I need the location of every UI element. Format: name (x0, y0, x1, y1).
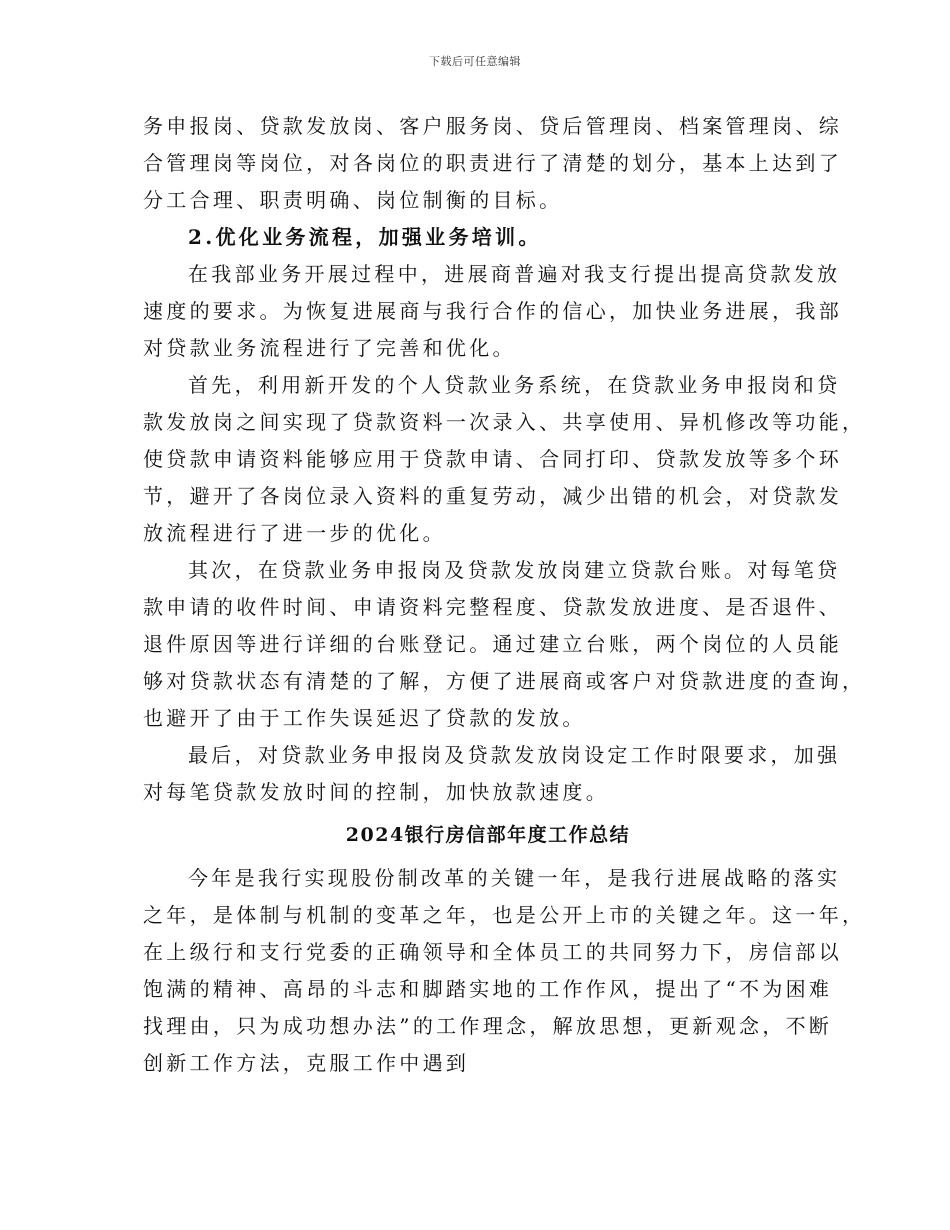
paragraph-line: 分工合理、职责明确、岗位制衡的目标。 (143, 188, 563, 212)
paragraph-line: 也避开了由于工作失误延迟了贷款的发放。 (143, 706, 586, 730)
paragraph-line: 款申请的收件时间、申请资料完整程度、贷款发放进度、是否退件、 (143, 595, 842, 619)
paragraph-line: 务申报岗、贷款发放岗、客户服务岗、贷后管理岗、档案管理岗、综 (143, 114, 842, 138)
paragraph-line: 退件原因等进行详细的台账登记。通过建立台账，两个岗位的人员能 (143, 632, 842, 656)
paragraph-line: 找理由，只为成功想办法”的工作理念，解放思想，更新观念，不断 (143, 1014, 833, 1038)
paragraph-line: 之年，是体制与机制的变革之年，也是公开上市的关键之年。这一年， (143, 903, 866, 927)
article-title: 2024银行房信部年度工作总结 (345, 824, 631, 846)
paragraph-line: 创新工作方法，克服工作中遇到 (143, 1051, 470, 1075)
paragraph-line: 放流程进行了进一步的优化。 (143, 521, 446, 545)
document-body (143, 108, 866, 1082)
paragraph-line: 使贷款申请资料能够应用于贷款申请、合同打印、贷款发放等多个环 (143, 447, 842, 471)
paragraph-line: 节，避开了各岗位录入资料的重复劳动，减少出错的机会，对贷款发 (143, 484, 842, 508)
paragraph-line: 在我部业务开展过程中，进展商普遍对我支行提出提高贷款发放 (188, 262, 841, 286)
paragraph-line: 款发放岗之间实现了贷款资料一次录入、共享使用、异机修改等功能， (143, 410, 866, 434)
section-heading: 2.优化业务流程，加强业务培训。 (188, 225, 542, 249)
paragraph-line: 其次，在贷款业务申报岗及贷款发放岗建立贷款台账。对每笔贷 (188, 558, 841, 582)
paragraph-line: 速度的要求。为恢复进展商与我行合作的信心，加快业务进展，我部 (143, 299, 842, 323)
paragraph-line: 最后，对贷款业务申报岗及贷款发放岗设定工作时限要求，加强 (188, 743, 841, 767)
paragraph-line: 对贷款业务流程进行了完善和优化。 (143, 336, 516, 360)
paragraph-line: 在上级行和支行党委的正确领导和全体员工的共同努力下，房信部以 (143, 940, 842, 964)
paragraph-line: 对每笔贷款发放时间的控制，加快放款速度。 (143, 780, 609, 804)
page-header-note: 下载后可任意编辑 (429, 55, 521, 68)
paragraph-line: 首先，利用新开发的个人贷款业务系统，在贷款业务申报岗和贷 (188, 373, 841, 397)
paragraph-line: 饱满的精神、高昂的斗志和脚踏实地的工作作风，提出了“不为困难 (143, 977, 833, 1001)
paragraph-line: 够对贷款状态有清楚的了解，方便了进展商或客户对贷款进度的查询， (143, 669, 866, 693)
paragraph-line: 合管理岗等岗位，对各岗位的职责进行了清楚的划分，基本上达到了 (143, 151, 842, 175)
paragraph-line: 今年是我行实现股份制改革的关键一年，是我行进展战略的落实 (188, 866, 841, 890)
